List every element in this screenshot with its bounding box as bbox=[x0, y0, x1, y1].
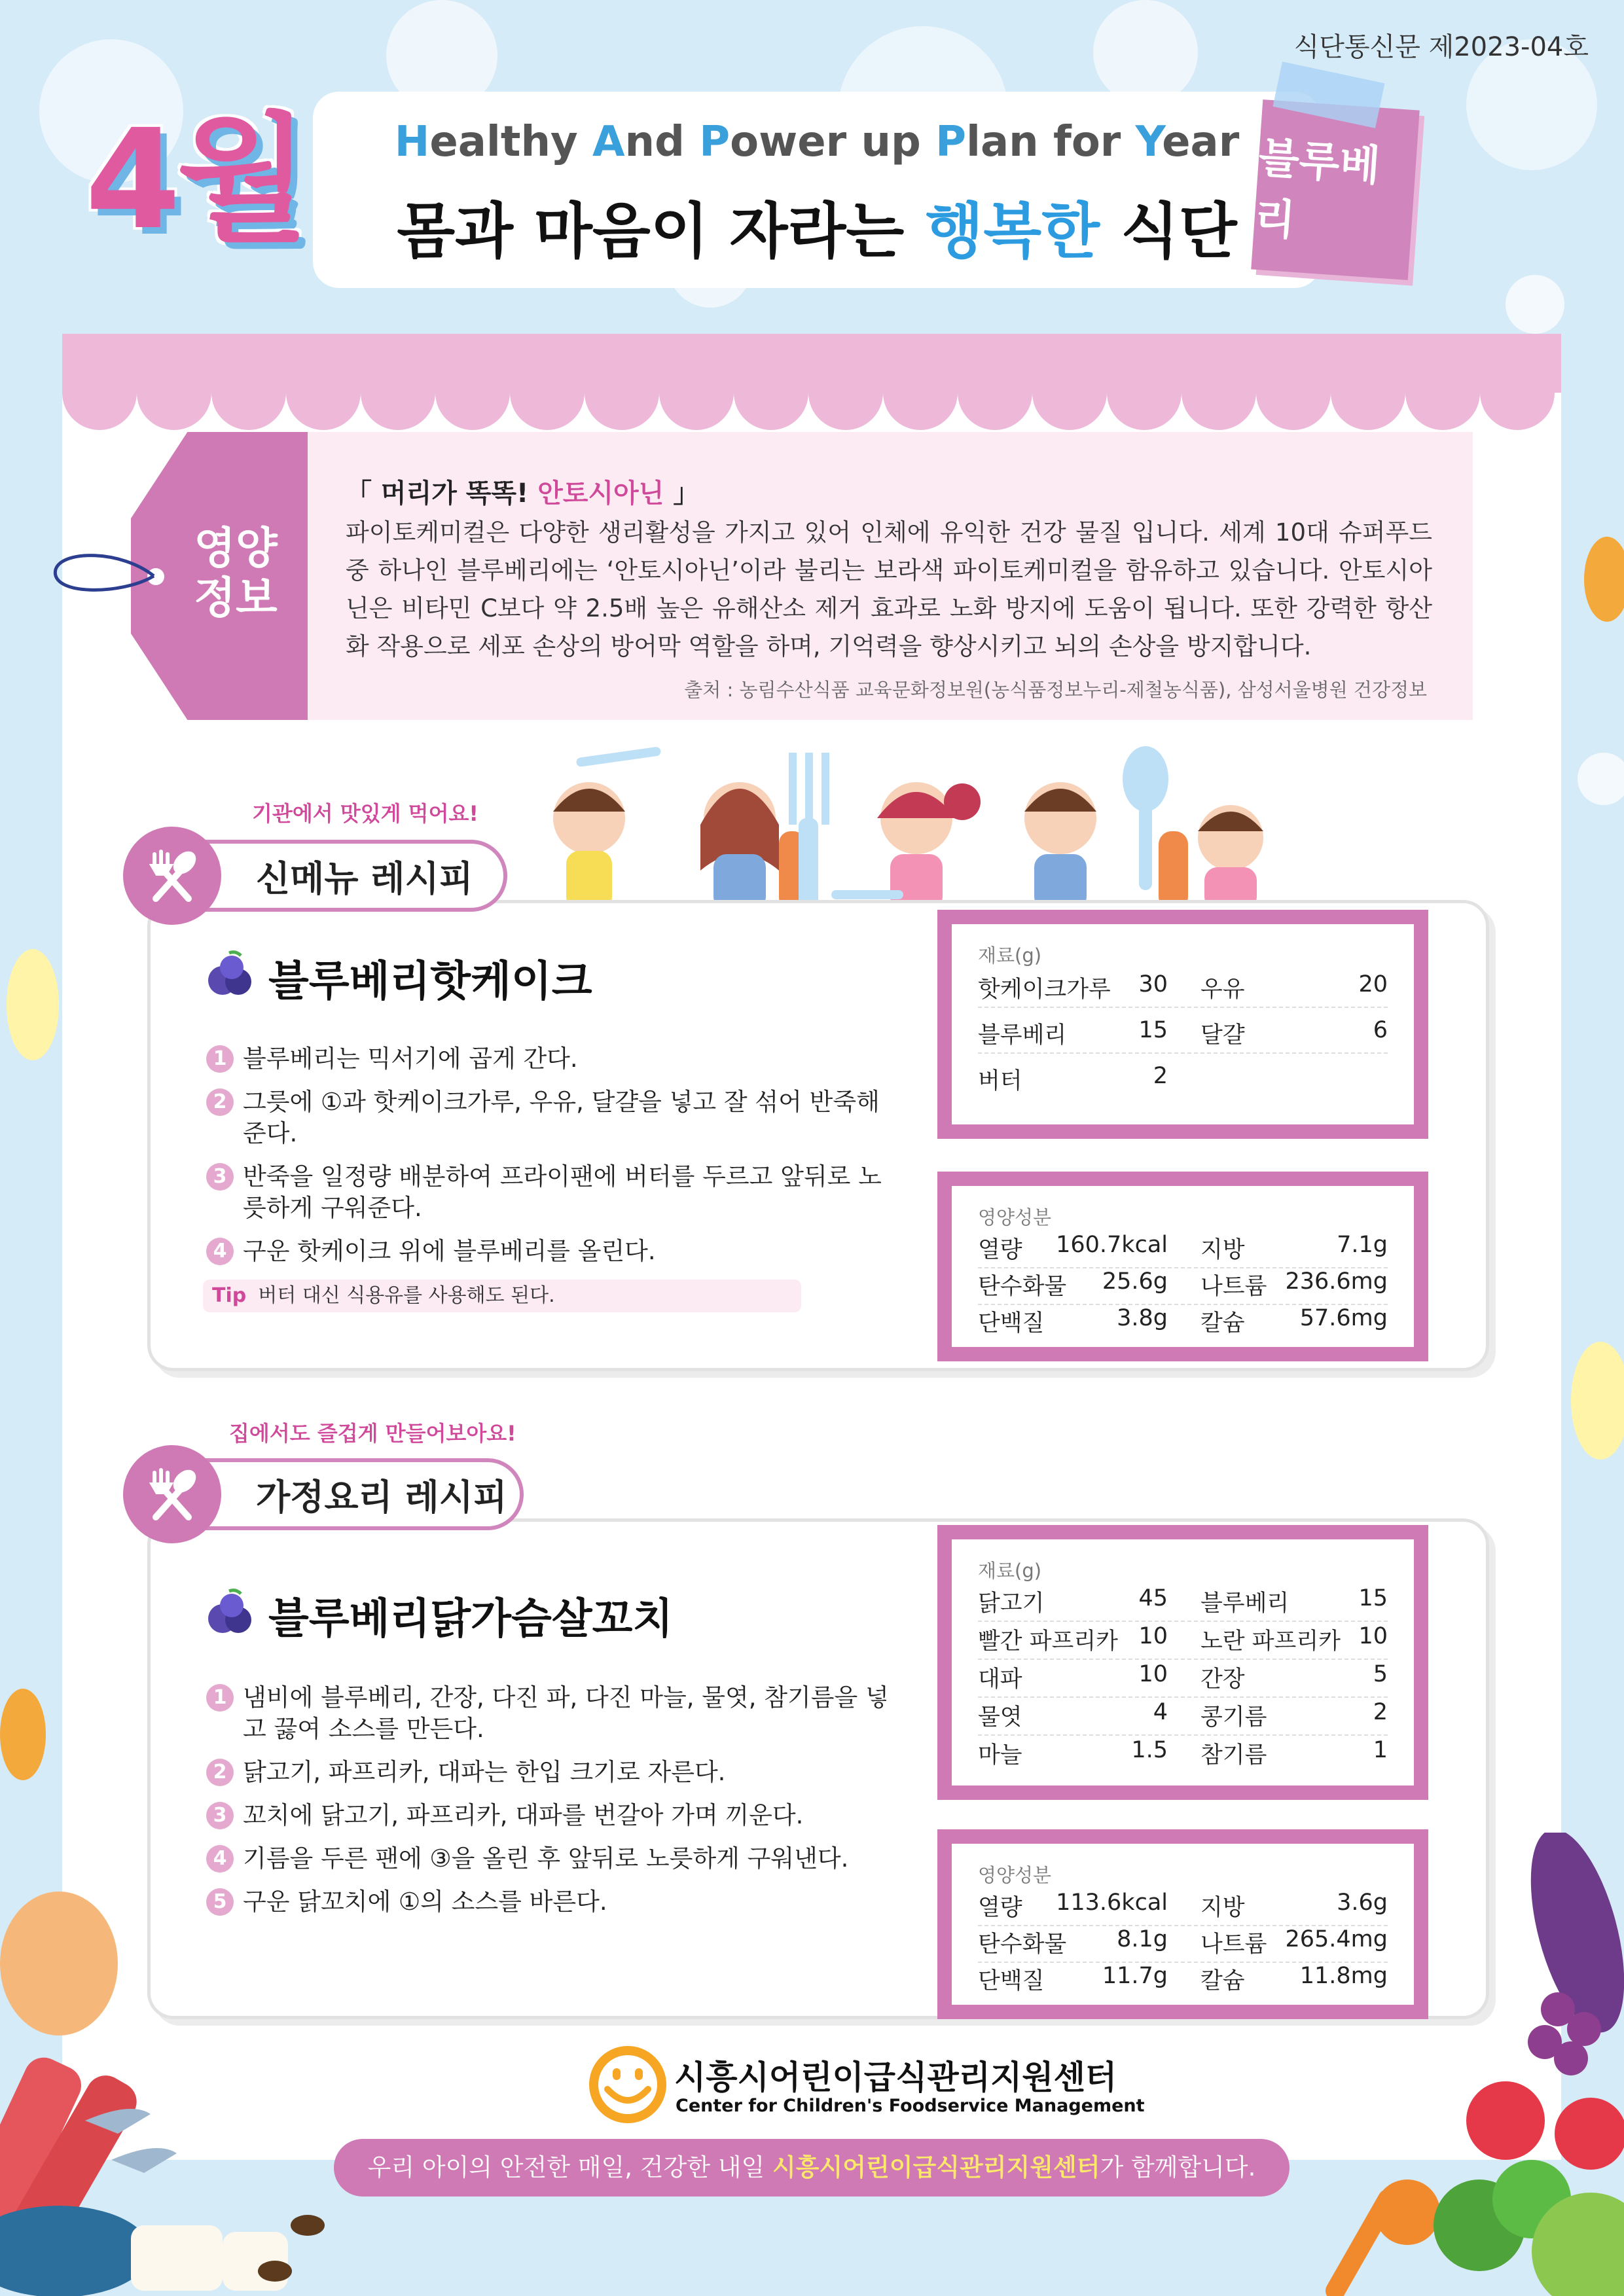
org-name-ko: 시흥시어린이급식관리지원센터 bbox=[674, 2058, 1117, 2096]
bg-bubble bbox=[1506, 275, 1564, 334]
table-row: 열량 160.7kcal 지방 7.1g bbox=[978, 1232, 1388, 1268]
table-row: 물엿 4 콩기름 2 bbox=[978, 1699, 1388, 1736]
table-row: 탄수화물 25.6g 나트륨 236.6mg bbox=[978, 1268, 1388, 1305]
food-decoration-left bbox=[0, 1885, 340, 2296]
list-item: 1 블루베리는 믹서기에 곱게 간다. bbox=[206, 1043, 893, 1075]
section2-ingredients-table: 재료(g) 닭고기 45 블루베리 15 빨간 파프리카 10 노란 파프리카 10 대파 10 간장 5 물엿 4 콩기름 2 마늘 1.5 참기름 1 bbox=[937, 1525, 1428, 1800]
scallop-border bbox=[62, 334, 1561, 439]
table-row: 닭고기 45 블루베리 15 bbox=[978, 1585, 1388, 1622]
info-tag-label: 영양 정보 bbox=[194, 523, 278, 623]
table-row: 열량 113.6kcal 지방 3.6g bbox=[978, 1890, 1388, 1926]
table-row: 대파 10 간장 5 bbox=[978, 1661, 1388, 1698]
list-item: 2 닭고기, 파프리카, 대파는 한입 크기로 자른다. bbox=[206, 1757, 893, 1788]
section1-ingredients-table: 재료(g) 핫케이크가루 30 우유 20 블루베리 15 달걀 6 버터 2 bbox=[937, 910, 1428, 1139]
list-item: 3 반죽을 일정량 배분하여 프라이팬에 버터를 두르고 앞뒤로 노릇하게 구워준다. bbox=[206, 1161, 893, 1224]
blueberry-icon bbox=[204, 1587, 257, 1640]
section2-nutrition-table: 영양성분 열량 113.6kcal 지방 3.6g 탄수화물 8.1g 나트륨 265.4mg 단백질 11.7g 칼슘 11.8mg bbox=[937, 1829, 1428, 2019]
table-row: 탄수화물 8.1g 나트륨 265.4mg bbox=[978, 1926, 1388, 1963]
section1-tip: Tip 버터 대신 식용유를 사용해도 된다. bbox=[203, 1280, 801, 1312]
food-decoration-right bbox=[1309, 1833, 1624, 2296]
theme-tag: 블루베리 bbox=[1251, 99, 1420, 280]
section2-recipe-name: 블루베리닭가슴살꼬치 bbox=[268, 1595, 674, 1643]
utensils-icon bbox=[123, 827, 221, 925]
table-row: 버터 2 bbox=[978, 1063, 1168, 1094]
smile-logo-icon bbox=[589, 2046, 666, 2123]
list-item: 1 냄비에 블루베리, 간장, 다진 파, 다진 마늘, 물엿, 참기름을 넣고 끓여 소스를 만든다. bbox=[206, 1682, 893, 1745]
table-row: 마늘 1.5 참기름 1 bbox=[978, 1737, 1388, 1768]
table-row: 블루베리 15 달걀 6 bbox=[978, 1017, 1388, 1054]
org-name-en: Center for Children's Foodservice Management bbox=[676, 2096, 1145, 2116]
section1-subhead: 기관에서 맛있게 먹어요! bbox=[252, 801, 478, 826]
bg-bubble bbox=[1578, 753, 1624, 805]
section1-steps bbox=[206, 1043, 893, 1279]
blueberry-icon bbox=[204, 949, 257, 1001]
table-row: 단백질 3.8g 칼슘 57.6mg bbox=[978, 1305, 1388, 1336]
bg-bubble bbox=[1571, 1342, 1624, 1460]
bg-balloon-orange bbox=[0, 1689, 46, 1780]
info-source: 출처 : 농림수산식품 교육문화정보원(농식품정보누리-제철농식품), 삼성서울병원 건강정보 bbox=[684, 679, 1427, 701]
info-box bbox=[308, 432, 1473, 720]
list-item: 4 구운 핫케이크 위에 블루베리를 올린다. bbox=[206, 1236, 893, 1267]
bg-bubble bbox=[7, 949, 59, 1060]
header-box bbox=[313, 92, 1321, 288]
main-title: 몸과 마음이 자라는 행복한 식단 bbox=[397, 196, 1237, 266]
section2-subhead: 집에서도 즐겁게 만들어보아요! bbox=[229, 1421, 516, 1446]
list-item: 2 그릇에 ①과 핫케이크가루, 우유, 달걀을 넣고 잘 섞어 반죽해준다. bbox=[206, 1086, 893, 1149]
utensils-icon bbox=[123, 1445, 221, 1543]
table-row: 단백질 11.7g 칼슘 11.8mg bbox=[978, 1963, 1388, 1994]
issue-label: 식단통신문 제2023-04호 bbox=[1293, 32, 1589, 62]
section1-title: 신메뉴 레시피 bbox=[256, 857, 473, 899]
list-item: 5 구운 닭꼬치에 ①의 소스를 바른다. bbox=[206, 1886, 893, 1918]
english-slogan: Healthy And Power up Plan for Year bbox=[394, 118, 1240, 166]
info-body: 파이토케미컬은 다양한 생리활성을 가지고 있어 인체에 유익한 건강 물질 입니다. 세계 10대 슈퍼푸드 중 하나인 블루베리에는 ‘안토시아닌’이라 불리는 보라색 파이토케미컬을 함유하고 있습니다. 안토시아닌은 비타민 C보다 약 2.5배 높은 유해산소 제거 효과로 노화 방지에 도움이 됩니다. 또한 강력한 항산화 작용으로 세포 손상의 방어막 역할을 하며, 기억력을 향상시키고 뇌의 손상을 방지합니다. bbox=[346, 518, 1432, 660]
info-heading: 「 머리가 똑똑! 안토시아닌 」 bbox=[346, 478, 700, 509]
table-row: 빨간 파프리카 10 노란 파프리카 10 bbox=[978, 1623, 1388, 1660]
children-illustration bbox=[537, 740, 1290, 910]
bg-balloon-orange bbox=[1584, 537, 1624, 622]
table-row: 핫케이크가루 30 우유 20 bbox=[978, 971, 1388, 1008]
footer-slogan: 우리 아이의 안전한 매일, 건강한 내일 시흥시어린이급식관리지원센터가 함께합니다. bbox=[334, 2139, 1290, 2197]
section1-nutrition-table: 영양성분 열량 160.7kcal 지방 7.1g 탄수화물 25.6g 나트륨 236.6mg 단백질 3.8g 칼슘 57.6mg bbox=[937, 1172, 1428, 1361]
section1-recipe-name: 블루베리핫케이크 bbox=[268, 958, 592, 1006]
list-item: 3 꼬치에 닭고기, 파프리카, 대파를 번갈아 가며 끼운다. bbox=[206, 1800, 893, 1831]
section2-title: 가정요리 레시피 bbox=[256, 1476, 507, 1518]
tag-string-icon bbox=[43, 543, 160, 609]
list-item: 4 기름을 두른 팬에 ③을 올린 후 앞뒤로 노릇하게 구워낸다. bbox=[206, 1843, 893, 1874]
bg-bubble bbox=[1093, 0, 1198, 105]
month-title: 4월 bbox=[85, 99, 306, 260]
